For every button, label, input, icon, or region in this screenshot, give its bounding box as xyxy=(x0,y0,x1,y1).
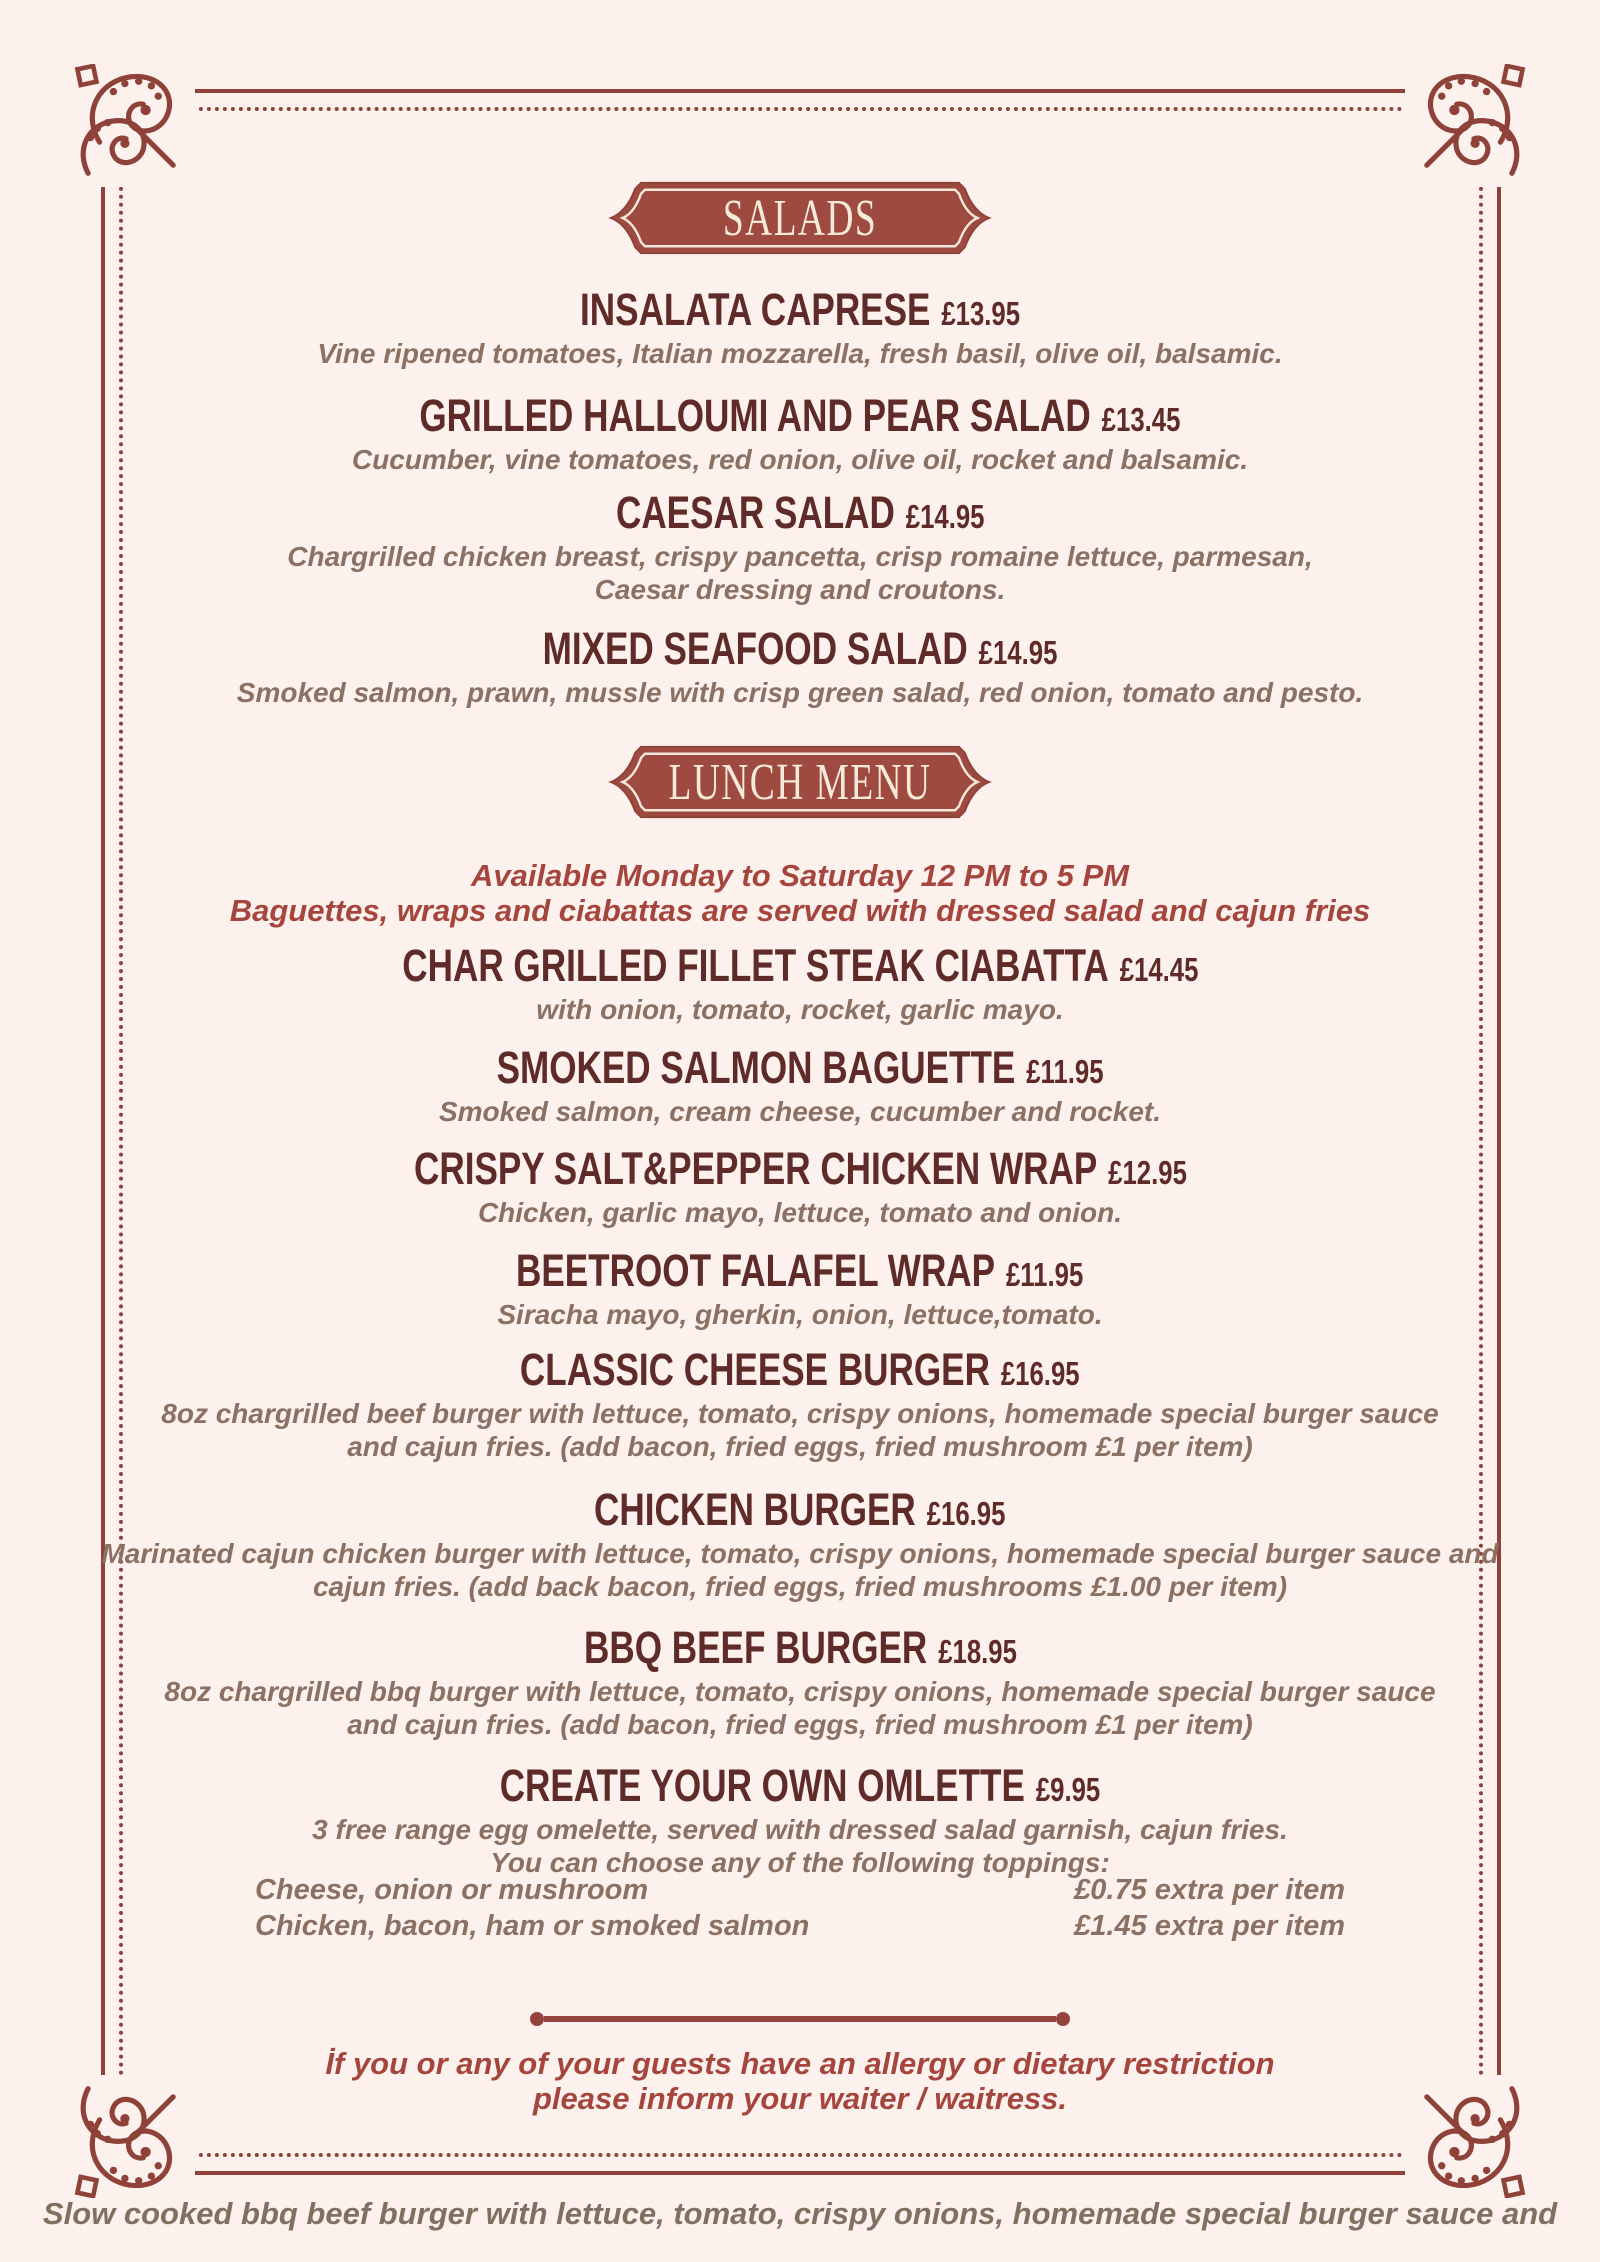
item-name: CAESAR SALAD xyxy=(615,487,895,538)
section-heading: SALADS xyxy=(722,189,878,247)
item-description: Chicken, garlic mayo, lettuce, tomato and onion. xyxy=(477,1197,1123,1228)
item-description: with onion, tomato, rocket, garlic mayo. xyxy=(536,994,1064,1025)
item-description: You can choose any of the following toppings: xyxy=(490,1847,1110,1878)
allergy-line: please inform your waiter / waitress. xyxy=(532,2081,1068,2116)
salads-section-banner xyxy=(605,178,995,258)
item-price: £9.95 xyxy=(1035,1771,1101,1808)
menu-item-create-your-own-omlette xyxy=(0,1760,1600,1879)
item-description: 3 free range egg omelette, served with dressed salad garnish, cajun fries. xyxy=(312,1814,1288,1845)
menu-item-chicken-wrap xyxy=(0,1143,1600,1229)
topping-price: £1.45 extra per item xyxy=(1074,1910,1345,1942)
item-name: GRILLED HALLOUMI AND PEAR SALAD xyxy=(419,390,1091,441)
note-line: Baguettes, wraps and ciabattas are served with dressed salad and cajun fries xyxy=(229,893,1371,928)
section-heading: LUNCH MENU xyxy=(668,753,932,811)
menu-item-caesar-salad xyxy=(0,487,1600,606)
item-name: BBQ BEEF BURGER xyxy=(583,1622,927,1673)
topping-row xyxy=(255,1908,1345,1944)
item-name: BEETROOT FALAFEL WRAP xyxy=(516,1245,996,1296)
divider-dot xyxy=(530,2012,544,2026)
item-name: MIXED SEAFOOD SALAD xyxy=(542,623,968,674)
item-name: CRISPY SALT&PEPPER CHICKEN WRAP xyxy=(413,1143,1097,1194)
item-description: 8oz chargrilled bbq burger with lettuce, tomato, crispy onions, homemade special burger sauce xyxy=(164,1676,1436,1707)
item-description: and cajun fries. (add bacon, fried eggs, fried mushroom £1 per item) xyxy=(347,1709,1253,1740)
item-name: CHAR GRILLED FILLET STEAK CIABATTA xyxy=(401,940,1109,991)
item-description: Vine ripened tomatoes, Italian mozzarella, fresh basil, olive oil, balsamic. xyxy=(317,338,1283,369)
section-divider xyxy=(530,2012,1070,2026)
corner-flourish-icon xyxy=(30,22,195,187)
item-price: £13.95 xyxy=(941,295,1021,332)
item-name: CREATE YOUR OWN OMLETTE xyxy=(499,1760,1025,1811)
corner-flourish-icon xyxy=(1405,22,1570,187)
item-price: £11.95 xyxy=(1026,1053,1104,1090)
item-price: £12.95 xyxy=(1107,1154,1187,1191)
menu-item-halloumi-pear-salad xyxy=(0,390,1600,476)
item-description: Caesar dressing and croutons. xyxy=(594,574,1006,605)
item-price: £16.95 xyxy=(926,1495,1006,1532)
item-name: SMOKED SALMON BAGUETTE xyxy=(496,1042,1016,1093)
item-price: £11.95 xyxy=(1006,1256,1084,1293)
item-price: £18.95 xyxy=(937,1633,1017,1670)
item-price: £14.95 xyxy=(978,634,1058,671)
menu-item-mixed-seafood-salad xyxy=(0,623,1600,709)
menu-item-beetroot-falafel-wrap xyxy=(0,1245,1600,1331)
item-price: £16.95 xyxy=(1001,1355,1080,1392)
item-description: Chargrilled chicken breast, crispy pancetta, crisp romaine lettuce, parmesan, xyxy=(287,541,1313,572)
divider-dot xyxy=(1056,2012,1070,2026)
item-price: £14.45 xyxy=(1119,951,1199,988)
topping-row xyxy=(255,1872,1345,1908)
item-description: Smoked salmon, prawn, mussle with crisp green salad, red onion, tomato and pesto. xyxy=(236,677,1364,708)
item-price: £13.45 xyxy=(1101,401,1181,438)
menu-item-smoked-salmon-baguette xyxy=(0,1042,1600,1128)
item-name: CLASSIC CHEESE BURGER xyxy=(520,1344,991,1395)
item-description: and cajun fries. (add bacon, fried eggs, fried mushroom £1 per item) xyxy=(347,1431,1253,1462)
item-description: Marinated cajun chicken burger with lettuce, tomato, crispy onions, homemade special burger sauce and xyxy=(101,1538,1499,1569)
item-description: Siracha mayo, gherkin, onion, lettuce,tomato. xyxy=(497,1299,1103,1330)
menu-item-classic-cheese-burger xyxy=(0,1344,1600,1463)
item-description: 8oz chargrilled beef burger with lettuce, tomato, crispy onions, homemade special burger sauce xyxy=(161,1398,1439,1429)
note-line: Available Monday to Saturday 12 PM to 5 PM xyxy=(470,858,1130,893)
divider-line xyxy=(544,2016,1056,2022)
cut-off-bottom-text: Slow cooked bbq beef burger with lettuce, tomato, crispy onions, homemade special burger sauce and xyxy=(42,2196,1558,2231)
item-description: Smoked salmon, cream cheese, cucumber and rocket. xyxy=(438,1096,1162,1127)
item-price: £14.95 xyxy=(905,498,985,535)
lunch-menu-section-banner xyxy=(605,742,995,822)
allergy-line: İf you or any of your guests have an allergy or dietary restriction xyxy=(325,2046,1275,2081)
item-name: CHICKEN BURGER xyxy=(594,1484,917,1535)
menu-item-bbq-beef-burger xyxy=(0,1622,1600,1741)
menu-item-chicken-burger xyxy=(0,1484,1600,1603)
allergy-notice xyxy=(0,2046,1600,2116)
omlette-toppings-list xyxy=(255,1872,1345,1944)
item-description: Cucumber, vine tomatoes, red onion, olive oil, rocket and balsamic. xyxy=(351,444,1249,475)
item-name: INSALATA CAPRESE xyxy=(579,284,931,335)
menu-item-insalata-caprese xyxy=(0,284,1600,370)
menu-item-steak-ciabatta xyxy=(0,940,1600,1026)
topping-label: Chicken, bacon, ham or smoked salmon xyxy=(255,1910,810,1942)
item-description: cajun fries. (add back bacon, fried eggs, fried mushrooms £1.00 per item) xyxy=(312,1571,1288,1602)
lunch-availability-note xyxy=(0,858,1600,928)
topping-label: Cheese, onion or mushroom xyxy=(255,1874,649,1906)
topping-price: £0.75 extra per item xyxy=(1074,1874,1345,1906)
